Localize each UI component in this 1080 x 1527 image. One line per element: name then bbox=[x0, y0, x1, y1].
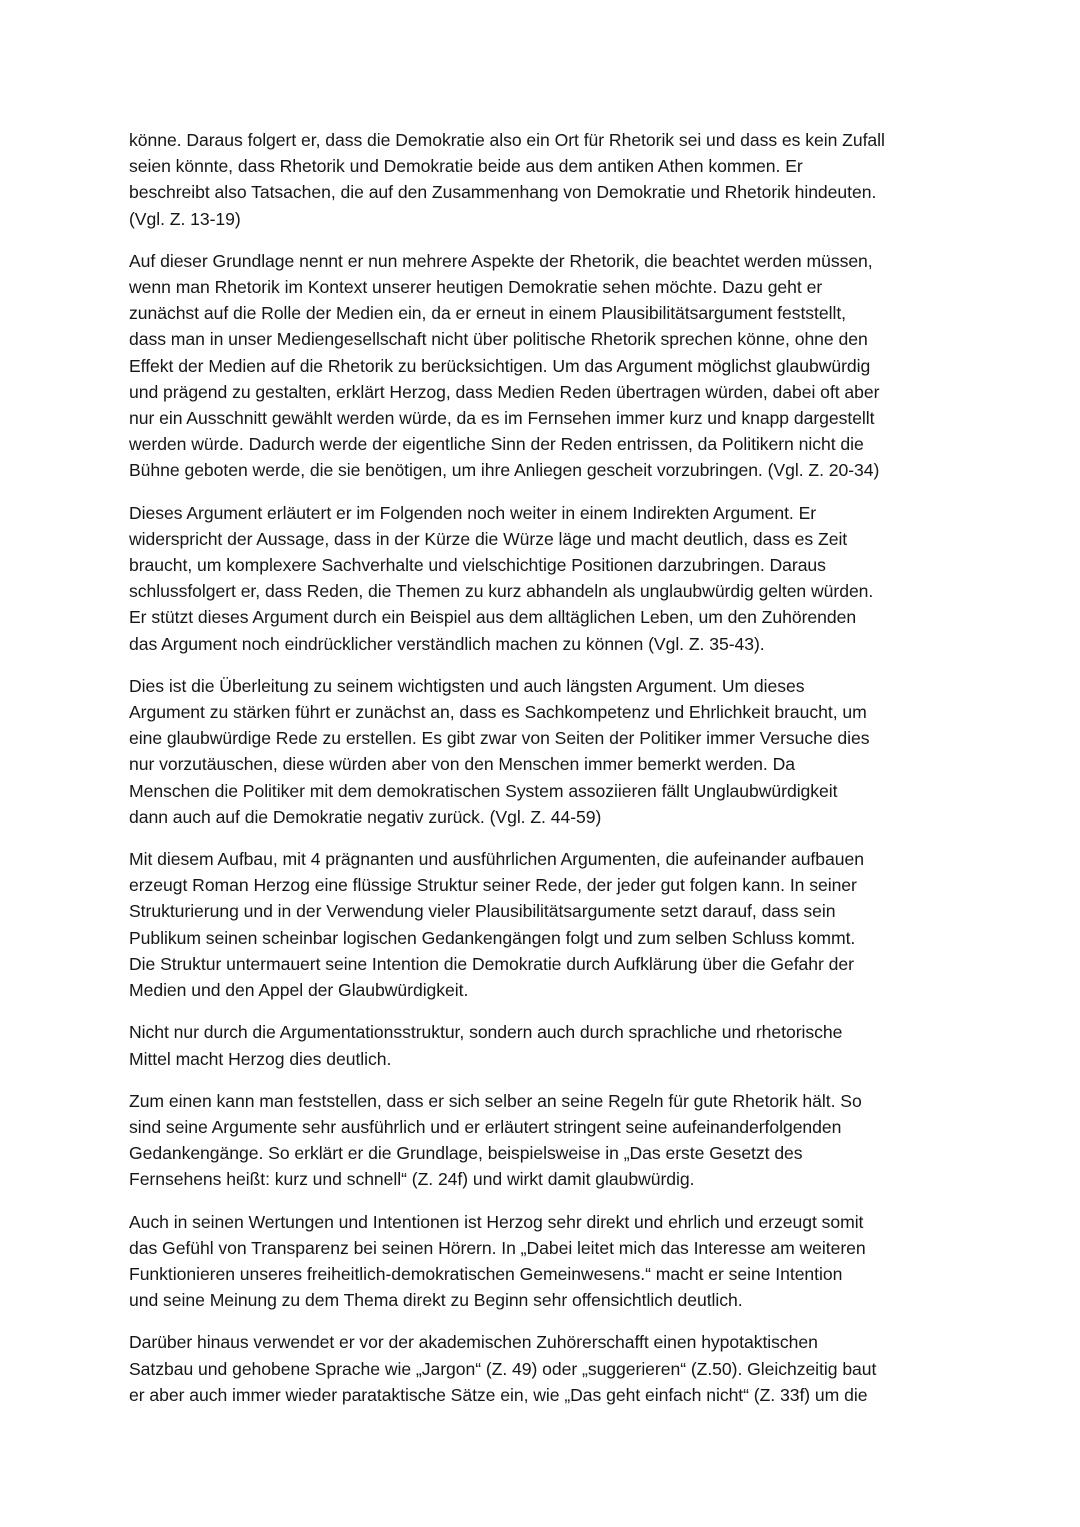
text-line: Auf dieser Grundlage nennt er nun mehrere Aspekte der Rhetorik, die beachtet werden müssen, bbox=[129, 250, 873, 271]
text-line: Dies ist die Überleitung zu seinem wichtigsten und auch längsten Argument. Um dieses bbox=[129, 675, 805, 696]
text-line: (Vgl. Z. 13-19) bbox=[129, 208, 241, 229]
text-line: braucht, um komplexere Sachverhalte und vielschichtige Positionen darzubringen. Daraus bbox=[129, 555, 826, 576]
text-line: Mittel macht Herzog dies deutlich. bbox=[129, 1048, 392, 1069]
text-line: und prägend zu gestalten, erklärt Herzog, dass Medien Reden übertragen würden, dabei oft aber bbox=[129, 381, 880, 402]
text-line: eine glaubwürdige Rede zu erstellen. Es gibt zwar von Seiten der Politiker immer Versuche dies bbox=[129, 728, 870, 749]
paragraph-conclusion-athens bbox=[129, 127, 959, 232]
text-line: zunächst auf die Rolle der Medien ein, da er erneut in einem Plausibilitätsargument feststellt, bbox=[129, 303, 846, 324]
text-line: Publikum seinen scheinbar logischen Gedankengängen folgt und zum selben Schluss kommt. bbox=[129, 927, 856, 948]
document-page bbox=[129, 127, 959, 1424]
text-line: wenn man Rhetorik im Kontext unserer heutigen Demokratie sehen möchte. Dazu geht er bbox=[129, 277, 823, 298]
text-line: Mit diesem Aufbau, mit 4 prägnanten und ausführlichen Argumenten, die aufeinander aufbauen bbox=[129, 849, 864, 870]
text-line: Nicht nur durch die Argumentationsstruktur, sondern auch durch sprachliche und rhetorische bbox=[129, 1022, 843, 1043]
paragraph-structure-summary bbox=[129, 846, 959, 1003]
text-line: Fernsehens heißt: kurz und schnell“ (Z. 24f) und wirkt damit glaubwürdig. bbox=[129, 1169, 695, 1190]
text-line: Medien und den Appel der Glaubwürdigkeit. bbox=[129, 980, 469, 1001]
text-line: Darüber hinaus verwendet er vor der akademischen Zuhörerschafft einen hypotaktischen bbox=[129, 1332, 818, 1353]
text-line: das Gefühl von Transparenz bei seinen Hörern. In „Dabei leitet mich das Interesse am weiteren bbox=[129, 1237, 866, 1258]
text-line: widerspricht der Aussage, dass in der Kürze die Würze läge und macht deutlich, dass es Zeit bbox=[129, 528, 848, 549]
text-line: Gedankengänge. So erklärt er die Grundlage, beispielsweise in „Das erste Gesetzt des bbox=[129, 1143, 803, 1164]
text-line: das Argument noch eindrücklicher verständlich machen zu können (Vgl. Z. 35-43). bbox=[129, 633, 765, 654]
text-line: Die Struktur untermauert seine Intention die Demokratie durch Aufklärung über die Gefahr der bbox=[129, 953, 854, 974]
paragraph-media-role bbox=[129, 248, 959, 484]
text-line: Effekt der Medien auf die Rhetorik zu berücksichtigen. Um das Argument möglichst glaubwürdig bbox=[129, 355, 871, 376]
text-line: dass man in unser Mediengesellschaft nicht über politische Rhetorik sprechen könne, ohne den bbox=[129, 329, 868, 350]
paragraph-syntax bbox=[129, 1329, 959, 1408]
text-line: erzeugt Roman Herzog eine flüssige Struktur seiner Rede, der jeder gut folgen kann. In seiner bbox=[129, 875, 857, 896]
text-line: Satzbau und gehobene Sprache wie „Jargon“ (Z. 49) oder „suggerieren“ (Z.50). Gleichzeitig baut bbox=[129, 1358, 877, 1379]
text-line: und seine Meinung zu dem Thema direkt zu Beginn sehr offensichtlich deutlich. bbox=[129, 1290, 743, 1311]
paragraph-transition-language bbox=[129, 1019, 959, 1071]
text-line: Zum einen kann man feststellen, dass er sich selber an seine Regeln für gute Rhetorik hält. So bbox=[129, 1090, 862, 1111]
text-line: Bühne geboten werde, die sie benötigen, um ihre Anliegen gescheit vorzubringen. (Vgl. Z. 20-34) bbox=[129, 460, 880, 481]
text-line: sind seine Argumente sehr ausführlich und er erläutert stringent seine aufeinanderfolgenden bbox=[129, 1116, 842, 1137]
text-line: beschreibt also Tatsachen, die auf den Zusammenhang von Demokratie und Rhetorik hindeuten. bbox=[129, 182, 877, 203]
paragraph-indirect-argument bbox=[129, 500, 959, 657]
text-line: Auch in seinen Wertungen und Intentionen ist Herzog sehr direkt und ehrlich und erzeugt somit bbox=[129, 1211, 864, 1232]
text-line: Argument zu stärken führt er zunächst an, dass es Sachkompetenz und Ehrlichkeit braucht, um bbox=[129, 702, 867, 723]
text-line: Er stützt dieses Argument durch ein Beispiel aus dem alltäglichen Leben, um den Zuhörenden bbox=[129, 607, 857, 628]
text-line: Strukturierung und in der Verwendung vieler Plausibilitätsargumente setzt darauf, dass sein bbox=[129, 901, 836, 922]
text-line: nur ein Ausschnitt gewählt werden würde, da es im Fernsehen immer kurz und knapp dargestellt bbox=[129, 408, 875, 429]
text-line: nur vorzutäuschen, diese würden aber von den Menschen immer bemerkt werden. Da bbox=[129, 754, 795, 775]
paragraph-own-rules bbox=[129, 1088, 959, 1193]
text-line: Dieses Argument erläutert er im Folgenden noch weiter in einem Indirekten Argument. Er bbox=[129, 502, 817, 523]
text-line: schlussfolgert er, dass Reden, die Themen zu kurz abhandeln als unglaubwürdig gelten würden. bbox=[129, 581, 874, 602]
text-line: er aber auch immer wieder parataktische Sätze ein, wie „Das geht einfach nicht“ (Z. 33f) um die bbox=[129, 1384, 868, 1405]
text-line: könne. Daraus folgert er, dass die Demokratie also ein Ort für Rhetorik sei und dass es kein Zufall bbox=[129, 130, 885, 150]
text-line: werden würde. Dadurch werde der eigentliche Sinn der Reden entrissen, da Politikern nicht die bbox=[129, 434, 864, 455]
paragraph-transparency bbox=[129, 1209, 959, 1314]
text-line: dann auch auf die Demokratie negativ zurück. (Vgl. Z. 44-59) bbox=[129, 806, 602, 827]
text-line: seien könnte, dass Rhetorik und Demokratie beide aus dem antiken Athen kommen. Er bbox=[129, 156, 803, 177]
paragraph-main-argument bbox=[129, 673, 959, 830]
text-line: Menschen die Politiker mit dem demokratischen System assoziieren fällt Unglaubwürdigkeit bbox=[129, 780, 838, 801]
text-line: Funktionieren unseres freiheitlich-demokratischen Gemeinwesens.“ macht er seine Intention bbox=[129, 1263, 843, 1284]
